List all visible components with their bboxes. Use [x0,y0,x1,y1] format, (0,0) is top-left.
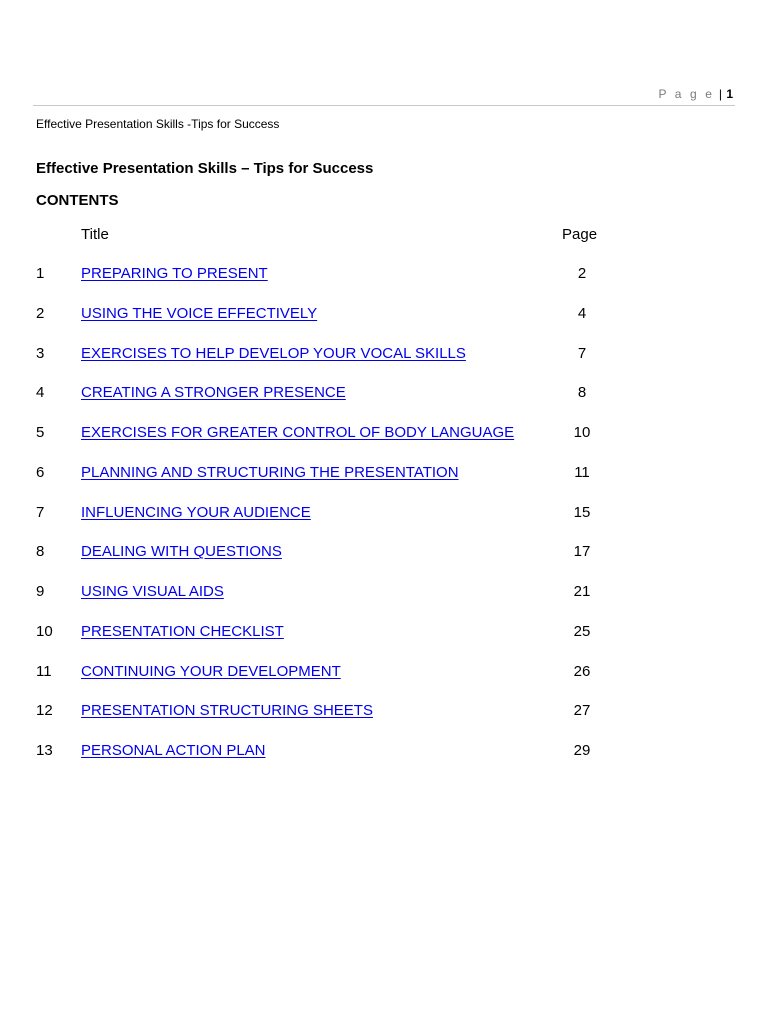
toc-entry [0,702,768,742]
toc-entry-number: 10 [36,622,53,640]
toc-entry [0,543,768,583]
toc-entry-page: 21 [573,583,591,600]
toc-entry-link[interactable]: USING VISUAL AIDS [81,583,224,600]
toc-entry [0,623,768,663]
contents-heading: CONTENTS [36,192,119,209]
page-column-header: Page [562,226,598,243]
toc-entry-number: 5 [36,424,45,441]
toc-entry-page: 17 [573,543,591,561]
toc-entry-page: 27 [573,702,591,720]
toc-entry-link[interactable]: EXERCISES TO HELP DEVELOP YOUR VOCAL SKILLS [81,344,466,362]
toc-entry-link[interactable]: PREPARING TO PRESENT [81,265,268,282]
toc-entry-number: 9 [36,583,45,600]
toc-entry [0,345,768,385]
toc-entry-page: 10 [573,424,591,441]
toc-entry-number: 7 [36,503,45,521]
toc-entry-number: 8 [36,543,45,561]
toc-entry-page: 11 [574,463,590,481]
toc-entry-number: 13 [36,742,53,759]
toc-entry-number: 6 [36,463,45,481]
toc-entry-link[interactable]: PERSONAL ACTION PLAN [81,742,266,759]
table-of-contents [0,265,768,782]
toc-entry-link[interactable]: CONTINUING YOUR DEVELOPMENT [81,662,341,680]
toc-entry [0,424,768,464]
toc-entry [0,305,768,345]
toc-entry-link[interactable]: PRESENTATION STRUCTURING SHEETS [81,702,373,720]
toc-entry-page: 4 [577,304,587,322]
page-number-separator: | [718,87,722,101]
toc-entry-number: 1 [36,265,45,282]
running-header: Effective Presentation Skills -Tips for Success [36,117,280,131]
title-column-header: Title [81,226,109,243]
toc-entry-page: 29 [573,742,591,759]
toc-entry-link[interactable]: EXERCISES FOR GREATER CONTROL OF BODY LANGUAGE [81,424,515,441]
toc-entry-page: 15 [573,503,591,521]
toc-entry [0,265,768,305]
toc-entry-link[interactable]: USING THE VOICE EFFECTIVELY [81,304,318,322]
document-title: Effective Presentation Skills – Tips for Success [36,160,374,177]
toc-entry-link[interactable]: PRESENTATION CHECKLIST [81,622,284,640]
toc-entry-number: 3 [36,344,45,362]
toc-entry-number: 4 [36,384,45,402]
toc-entry-number: 11 [36,662,52,680]
toc-entry [0,583,768,623]
page-number [658,86,733,102]
toc-entry-page: 2 [577,265,587,282]
toc-entry-link[interactable]: INFLUENCING YOUR AUDIENCE [81,503,311,521]
toc-entry [0,504,768,544]
toc-entry-page: 25 [573,622,591,640]
toc-entry [0,742,768,782]
toc-entry [0,663,768,703]
toc-entry-page: 26 [573,662,591,680]
toc-entry-number: 12 [36,702,53,720]
toc-entry-link[interactable]: CREATING A STRONGER PRESENCE [81,384,346,402]
toc-entry-link[interactable]: DEALING WITH QUESTIONS [81,543,282,561]
toc-entry-link[interactable]: PLANNING AND STRUCTURING THE PRESENTATION [81,463,459,481]
toc-entry [0,464,768,504]
toc-entry-page: 7 [577,344,587,362]
header-divider [33,105,735,106]
page-number-value: 1 [726,87,733,101]
toc-entry [0,384,768,424]
page-number-label: P a g e [658,87,715,101]
toc-entry-page: 8 [577,384,587,402]
toc-entry-number: 2 [36,304,45,322]
